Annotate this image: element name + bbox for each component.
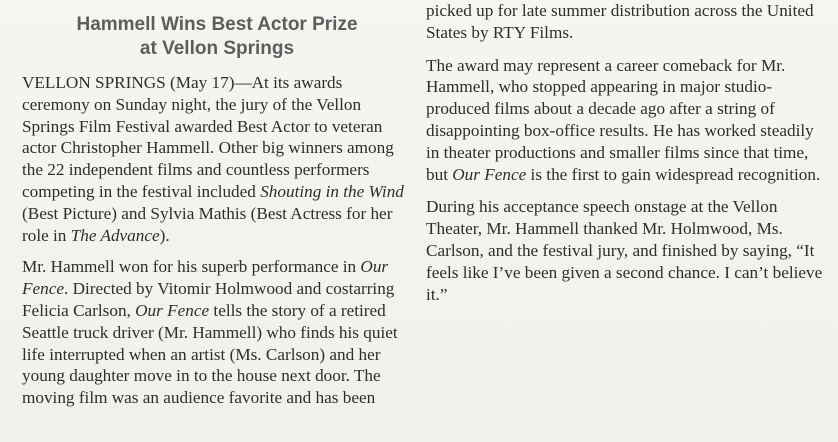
paragraph-2-continued: picked up for late summer distribution across the United States by RTY Films. — [426, 1, 814, 42]
paragraph-3-text-a: The award may represent a career comeback for Mr. Hammell, who stopped appearing in major studio-produced films about a decade ago after a string of disappointing box-office results. He has worked steadily in theater productions and smaller films since that time, but — [426, 55, 814, 184]
paragraph-2 — [22, 256, 412, 409]
headline-line-2: at Vellon Springs — [139, 38, 295, 59]
paragraph-2-text-b: . Directed by Vitomir Holmwood and costarring Felicia Carlson, — [22, 279, 395, 320]
article-column-left — [22, 0, 412, 419]
film-title-our-fence: Our Fence — [135, 300, 210, 320]
paragraph-3-text-b: is the first to gain widespread recognition. — [526, 164, 821, 184]
article-column-right — [426, 0, 826, 316]
paragraph-1 — [22, 72, 412, 246]
film-title-the-advance: The Advance — [70, 225, 160, 245]
headline-line-1: Hammell Wins Best Actor Prize — [76, 14, 358, 35]
paragraph-2-text-c: tells the story of a retired Seattle truck driver (Mr. Hammell) who finds his quiet life interrupted when an artist (Ms. Carlson) and her young daughter move in to the house next door. The moving film was an audience favorite and has been — [22, 300, 398, 408]
paragraph-2-text-a: Mr. Hammell won for his superb performance in — [22, 257, 361, 277]
film-title-shouting-in-the-wind: Shouting in the Wind — [260, 181, 404, 201]
paragraph-4: During his acceptance speech onstage at the Vellon Theater, Mr. Hammell thanked Mr. Holmwood, Ms. Carlson, and the festival jury, and finished by saying, “It feels like I’ve been given a second chance. I can’t believe it.” — [426, 197, 823, 304]
paragraph-1-text-a: VELLON SPRINGS (May 17)—At its awards ceremony on Sunday night, the jury of the Vellon Springs Film Festival awarded Best Actor to veteran actor Christopher Hammell. Other big winners among the 22 independent films and countless performers competing in the festival included — [22, 73, 394, 201]
paragraph-1-text-c: ). — [159, 225, 170, 245]
paragraph-1-text-b: (Best Picture) and Sylvia Mathis (Best Actress for her role in — [22, 203, 393, 245]
film-title-our-fence: Our Fence — [22, 257, 389, 299]
film-title-our-fence: Our Fence — [452, 164, 527, 184]
headline — [22, 13, 412, 61]
paragraph-3 — [426, 55, 826, 186]
